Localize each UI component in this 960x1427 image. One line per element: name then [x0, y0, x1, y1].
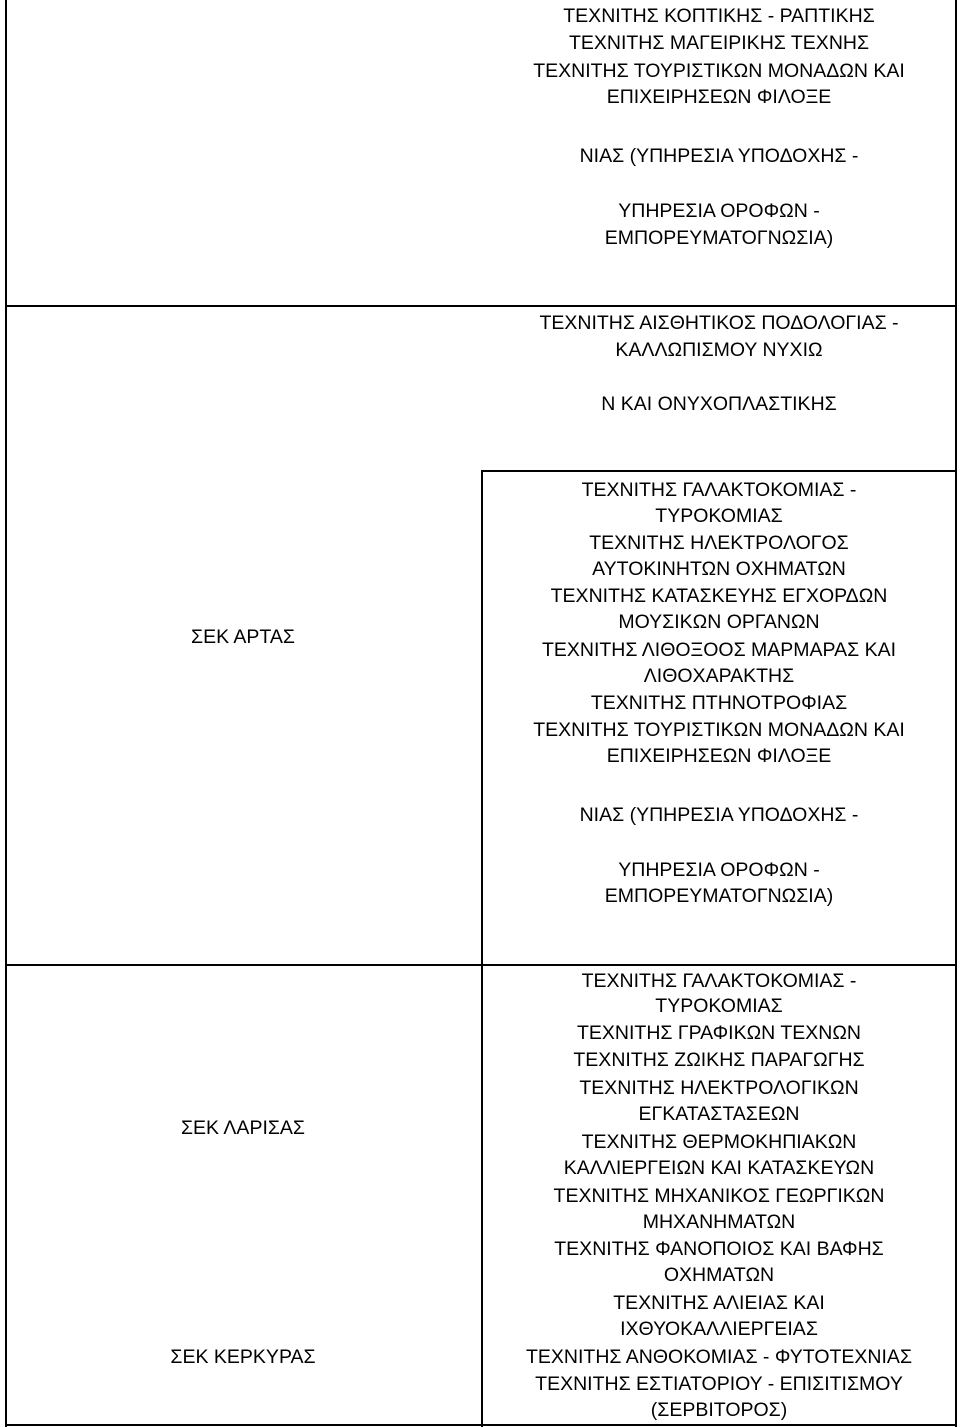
specialty-line: ΤΕΧΝΙΤΗΣ ΑΙΣΘΗΤΙΚΟΣ ΠΟΔΟΛΟΓΙΑΣ -: [539, 312, 899, 334]
specialty-line: ΤΕΧΝΙΤΗΣ ΘΕΡΜΟΚΗΠΙΑΚΩΝ: [581, 1131, 857, 1153]
specialty-line: ΤΕΧΝΙΤΗΣ ΤΟΥΡΙΣΤΙΚΩΝ ΜΟΝΑΔΩΝ ΚΑΙ: [533, 60, 905, 82]
specialty-line: ΤΕΧΝΙΤΗΣ ΓΡΑΦΙΚΩΝ ΤΕΧΝΩΝ: [576, 1022, 861, 1044]
row-divider: [5, 305, 957, 307]
specialty-line: ΙΧΘΥΟΚΑΛΛΙΕΡΓΕΙΑΣ: [620, 1318, 818, 1340]
specialty-line: ΤΕΧΝΙΤΗΣ ΖΩΙΚΗΣ ΠΑΡΑΓΩΓΗΣ: [573, 1049, 865, 1071]
specialty-line: ΝΙΑΣ (ΥΠΗΡΕΣΙΑ ΥΠΟΔΟΧΗΣ -: [579, 804, 859, 826]
specialty-line: ΤΥΡΟΚΟΜΙΑΣ: [655, 505, 783, 527]
school-name-larisas: ΣΕΚ ΛΑΡΙΣΑΣ: [181, 1117, 305, 1139]
table-border-right: [955, 0, 957, 1427]
row-divider: [481, 470, 957, 472]
specialty-line: ΤΕΧΝΙΤΗΣ ΕΣΤΙΑΤΟΡΙΟΥ - ΕΠΙΣΙΤΙΣΜΟΥ: [535, 1373, 903, 1395]
specialty-line: ΚΑΛΛΩΠΙΣΜΟΥ ΝΥΧΙΩ: [615, 339, 823, 361]
table-border-left: [5, 0, 7, 1427]
specialty-line: ΤΕΧΝΙΤΗΣ ΚΟΠΤΙΚΗΣ - ΡΑΠΤΙΚΗΣ: [563, 5, 875, 27]
specialty-line: ΤΕΧΝΙΤΗΣ ΜΑΓΕΙΡΙΚΗΣ ΤΕΧΝΗΣ: [568, 32, 870, 54]
specialty-line: ΤΕΧΝΙΤΗΣ ΦΑΝΟΠΟΙΟΣ ΚΑΙ ΒΑΦΗΣ: [554, 1238, 884, 1260]
specialty-line: ΕΓΚΑΤΑΣΤΑΣΕΩΝ: [638, 1103, 800, 1125]
specialty-line: ΥΠΗΡΕΣΙΑ ΟΡΟΦΩΝ -: [618, 200, 820, 222]
table-border-bottom: [5, 1424, 957, 1426]
specialty-line: ΝΙΑΣ (ΥΠΗΡΕΣΙΑ ΥΠΟΔΟΧΗΣ -: [579, 145, 859, 167]
specialty-line: ΤΕΧΝΙΤΗΣ ΚΑΤΑΣΚΕΥΗΣ ΕΓΧΟΡΔΩΝ: [550, 585, 888, 607]
specialty-line: ΕΜΠΟΡΕΥΜΑΤΟΓΝΩΣΙΑ): [604, 885, 834, 907]
specialty-line: ΤΥΡΟΚΟΜΙΑΣ: [655, 995, 783, 1017]
specialty-line: ΛΙΘΟΧΑΡΑΚΤΗΣ: [643, 665, 795, 687]
specialty-line: ΕΠΙΧΕΙΡΗΣΕΩΝ ΦΙΛΟΞΕ: [606, 86, 832, 108]
row-divider: [5, 964, 957, 966]
specialty-line: ΟΧΗΜΑΤΩΝ: [663, 1264, 775, 1286]
specialty-line: ΤΕΧΝΙΤΗΣ ΤΟΥΡΙΣΤΙΚΩΝ ΜΟΝΑΔΩΝ ΚΑΙ: [533, 719, 905, 741]
specialty-line: ΤΕΧΝΙΤΗΣ ΛΙΘΟΞΟΟΣ ΜΑΡΜΑΡΑΣ ΚΑΙ: [541, 639, 897, 661]
specialty-line: ΤΕΧΝΙΤΗΣ ΠΤΗΝΟΤΡΟΦΙΑΣ: [590, 692, 848, 714]
specialty-line: ΤΕΧΝΙΤΗΣ ΜΗΧΑΝΙΚΟΣ ΓΕΩΡΓΙΚΩΝ: [553, 1185, 885, 1207]
specialty-line: ΑΥΤΟΚΙΝΗΤΩΝ ΟΧΗΜΑΤΩΝ: [592, 558, 846, 580]
specialty-line: ΤΕΧΝΙΤΗΣ ΗΛΕΚΤΡΟΛΟΓΙΚΩΝ: [579, 1077, 859, 1099]
specialty-line: ΤΕΧΝΙΤΗΣ ΓΑΛΑΚΤΟΚΟΜΙΑΣ -: [581, 479, 857, 501]
specialty-line: ΥΠΗΡΕΣΙΑ ΟΡΟΦΩΝ -: [618, 859, 820, 881]
school-name-artas: ΣΕΚ ΑΡΤΑΣ: [191, 626, 295, 648]
specialty-line: ΕΜΠΟΡΕΥΜΑΤΟΓΝΩΣΙΑ): [604, 227, 834, 249]
specialty-line: ΤΕΧΝΙΤΗΣ ΑΝΘΟΚΟΜΙΑΣ - ΦΥΤΟΤΕΧΝΙΑΣ: [525, 1346, 912, 1368]
specialty-line: ΚΑΛΛΙΕΡΓΕΙΩΝ ΚΑΙ ΚΑΤΑΣΚΕΥΩΝ: [563, 1157, 875, 1179]
specialty-line: ΤΕΧΝΙΤΗΣ ΗΛΕΚΤΡΟΛΟΓΟΣ: [589, 532, 849, 554]
specialty-line: (ΣΕΡΒΙΤΟΡΟΣ): [650, 1399, 788, 1421]
specialty-line: ΜΟΥΣΙΚΩΝ ΟΡΓΑΝΩΝ: [618, 611, 820, 633]
specialty-line: ΤΕΧΝΙΤΗΣ ΑΛΙΕΙΑΣ ΚΑΙ: [613, 1292, 825, 1314]
specialty-line: ΤΕΧΝΙΤΗΣ ΓΑΛΑΚΤΟΚΟΜΙΑΣ -: [581, 970, 857, 992]
school-name-kerkyras: ΣΕΚ ΚΕΡΚΥΡΑΣ: [170, 1346, 316, 1368]
column-divider: [481, 470, 483, 1427]
specialty-line: Ν ΚΑΙ ΟΝΥΧΟΠΛΑΣΤΙΚΗΣ: [601, 393, 837, 415]
specialty-line: ΜΗΧΑΝΗΜΑΤΩΝ: [642, 1211, 796, 1233]
specialty-line: ΕΠΙΧΕΙΡΗΣΕΩΝ ΦΙΛΟΞΕ: [606, 745, 832, 767]
